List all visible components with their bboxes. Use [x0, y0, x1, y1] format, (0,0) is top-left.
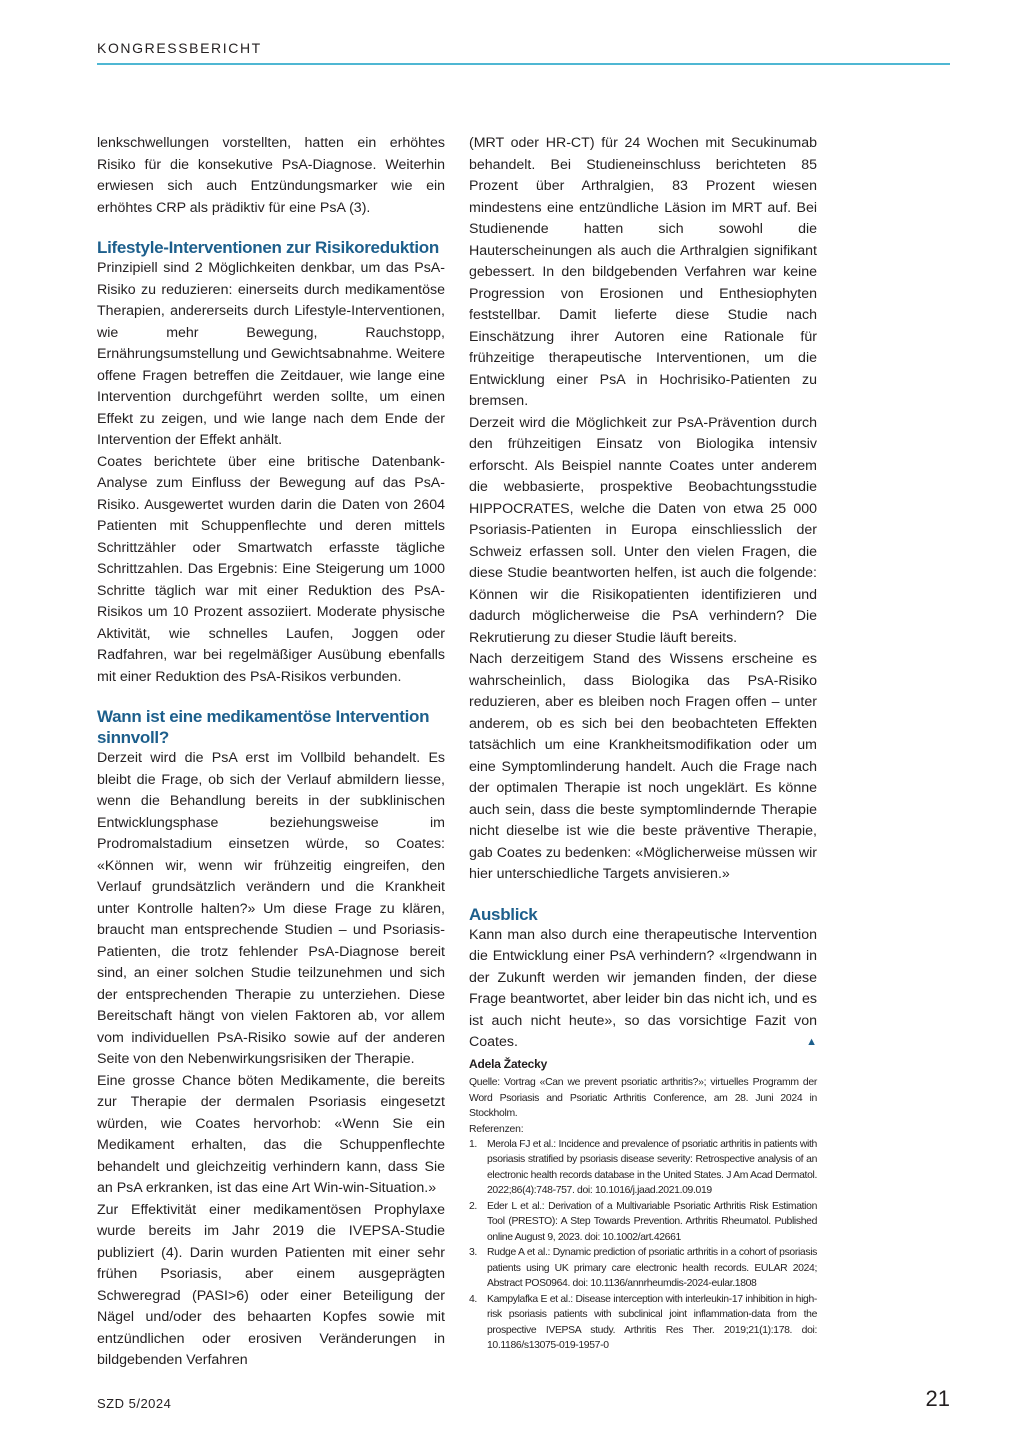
- page-number: 21: [925, 1386, 950, 1411]
- paragraph: Derzeit wird die Möglichkeit zur PsA-Prävention durch den frühzeitigen Einsatz von Biologika intensiv erforscht. Als Beispiel nannte Coates unter anderem die webbasierte, prospektive Beobachtungsstudie HIPPOCRATES, welche die Daten von etwa 25 000 Psoriasis-Patienten in Europa einschliesslich der Schweiz erfassen soll. Unter den vielen Fragen, die diese Studie beantworten helfen, ist auch die folgende: Können wir die Risikopatienten identifizieren und dadurch möglicherweise die PsA verhindern? Die Rekrutierung zu dieser Studie läuft bereits.: [469, 414, 817, 646]
- references-list: [469, 1137, 817, 1354]
- paragraph: Eine grosse Chance böten Medikamente, die bereits zur Therapie der dermalen Psoriasis eingesetzt würden, wie Coates hervorhob: «Wenn Sie ein Medikament erhalten, das die Schuppenflechte behandelt und gleichzeitig verhindern kann, dass Sie an PsA erkranken, ist das eine Art Win-win-Situation.»: [97, 1072, 445, 1196]
- paragraph: lenkschwellungen vorstellten, hatten ein erhöhtes Risiko für die konsekutive PsA-Diagnose. Weiterhin erwiesen sich auch Entzündungsmarker wie ein erhöhtes CRP als prädiktiv für eine PsA (3).: [97, 135, 445, 216]
- journal-issue: SZD 5/2024: [97, 1396, 172, 1411]
- paragraph: (MRT oder HR-CT) für 24 Wochen mit Secukinumab behandelt. Bei Studieneinschluss berichteten 85 Prozent über Arthralgien, 83 Prozent wiesen mindestens eine entzündliche Läsion im MRT auf. Bei Studienende hatten sich sowohl die Hauterscheinungen als auch die Arthralgien signifikant gebessert. In den bildgebenden Verfahren war keine Progression von Erosionen und Enthesiophyten feststellbar. Damit lieferte diese Studie nach Einschätzung ihrer Autoren eine Rationale für frühzeitige therapeutische Interventionen, um die Entwicklung einer PsA in Hochrisiko-Patienten zu bremsen.: [469, 135, 817, 409]
- reference-number: 2.: [469, 1200, 477, 1212]
- source-note: Quelle: Vortrag «Can we prevent psoriatic arthritis?»; virtuelles Programm der Word Psoriasis and Psoriatic Arthritis Conference, am 28. Juni 2024 in Stockholm.: [469, 1077, 817, 1119]
- right-column: [469, 133, 817, 1354]
- section-header: KONGRESSBERICHT: [97, 40, 262, 56]
- paragraph: Coates berichtete über eine britische Datenbank-Analyse zum Einfluss der Bewegung auf das PsA-Risiko. Ausgewertet wurden darin die Daten von 2604 Patienten mit Schuppenflechte und deren mittels Schrittzähler oder Smartwatch erfasste tägliche Schrittzahlen. Das Ergebnis: Eine Steigerung um 1000 Schritte täglich war mit einer Reduktion des PsA-Risikos um 10 Prozent assoziiert. Moderate physische Aktivität, wie schnelles Laufen, Joggen oder Radfahren, war bei regelmäßiger Ausübung ebenfalls mit einer Reduktion des PsA-Risikos verbunden.: [97, 453, 445, 685]
- reference-item: [469, 1292, 817, 1354]
- reference-text: Merola FJ et al.: Incidence and prevalence of psoriatic arthritis in patients with psoriasis stratified by psoriasis disease severity: Retrospective analysis of an electronic health records database in the United States. J Am Acad Dermatol. 2022;86(4):748-757. doi: 10.1016/j.jaad.2021.09.019: [487, 1138, 817, 1196]
- author: Adela Žatecky: [469, 1056, 548, 1071]
- paragraph: Prinzipiell sind 2 Möglichkeiten denkbar, um das PsA-Risiko zu reduzieren: einerseits durch medikamentöse Therapien, andererseits durch Lifestyle-Interventionen, wie mehr Bewegung, Rauchstopp, Ernährungsumstellung und Gewichtsabnahme. Weitere offene Fragen betreffen die Zeitdauer, wie lange eine Intervention durchgeführt werden sollte, um einen Effekt zu zeigen, und wie lange nach dem Ende der Intervention der Effekt anhält.: [97, 260, 445, 448]
- reference-text: Kampylafka E et al.: Disease interception with interleukin-17 inhibition in high-risk psoriasis patients with subclinical joint inflammation-data from the prospective IVEPSA study. Arthritis Res Ther. 2019;21(1):178. doi: 10.1186/s13075-019-1957-0: [487, 1293, 817, 1351]
- paragraph-text: Kann man also durch eine therapeutische Intervention die Entwicklung einer PsA verhindern? «Irgendwann in der Zukunft werden wir jemanden finden, der diese Frage beantwortet, aber leider bin das nicht ich, und es ist auch nicht heute», so das vorsichtige Fazit von Coates.: [469, 926, 817, 1050]
- reference-item: [469, 1137, 817, 1199]
- section-heading: Lifestyle-Interventionen zur Risikoreduktion: [97, 238, 439, 257]
- reference-number: 1.: [469, 1138, 477, 1150]
- end-triangle-icon: ▲: [806, 1036, 817, 1048]
- reference-number: 4.: [469, 1293, 477, 1305]
- reference-item: [469, 1199, 817, 1246]
- paragraph: Nach derzeitigem Stand des Wissens erscheine es wahrscheinlich, dass Biologika das PsA-Risiko reduzieren, aber es bleiben noch Fragen offen – unter anderem, ob es sich bei den beobachteten Effekten tatsächlich um eine Krankheitsmodifikation oder um eine Symptomlinderung handelt. Auch die Frage nach der optimalen Therapie ist noch ungeklärt. Es könne auch sein, dass die beste symptomlindernde Therapie nicht dieselbe ist wie die beste präventive Therapie, gab Coates zu bedenken: «Möglicherweise müssen wir hier unterschiedliche Targets anvisieren.»: [469, 651, 817, 882]
- left-column: [97, 133, 445, 1372]
- section-heading: Wann ist eine medikamentöse Intervention sinnvoll?: [97, 707, 430, 747]
- reference-text: Eder L et al.: Derivation of a Multivariable Psoriatic Arthritis Risk Estimation Tool (PRESTO): A Step Towards Prevention. Arthritis Rheumatol. Published online August 9, 2023. doi: 10.1002/art.42661: [487, 1200, 817, 1243]
- reference-item: [469, 1245, 817, 1292]
- section-heading: Ausblick: [469, 904, 538, 924]
- reference-text: Rudge A et al.: Dynamic prediction of psoriatic arthritis in a cohort of psoriasis patients using UK primary care electronic health records. EULAR 2024; Abstract POS0964. doi: 10.1136/annrheumdis-2024-eular.1808: [487, 1247, 817, 1289]
- header-rule: [97, 63, 950, 65]
- paragraph: [469, 925, 817, 1054]
- paragraph: Derzeit wird die PsA erst im Vollbild behandelt. Es bleibt die Frage, ob sich der Verlauf abmildern liesse, wenn die Behandlung bereits in der subklinischen Entwicklungsphase beziehungsweise im Prodromalstadium einsetzen würde, so Coates: «Können wir, wenn wir frühzeitig eingreifen, den Verlauf grundsätzlich verändern und die Krankheit unter Kontrolle halten?» Um diese Frage zu klären, braucht man entsprechende Studien – und Psoriasis-Patienten, die trotz fehlender PsA-Diagnose bereit sind, an einer solchen Studie teilzunehmen und sich der entsprechenden Therapie zu unterziehen. Diese Bereitschaft hängt von vielen Faktoren ab, vor allem vom individuellen PsA-Risiko sowie auf der anderen Seite von den Nebenwirkungsrisiken der Therapie.: [97, 750, 445, 1067]
- reference-number: 3.: [469, 1247, 477, 1258]
- paragraph: Zur Effektivität einer medikamentösen Prophylaxe wurde bereits im Jahr 2019 die IVEPSA-Studie publiziert (4). Darin wurden Patienten mit einer sehr frühen Psoriasis, aber einem ausgeprägten Schweregrad (PASI>6) oder einer Beteiligung der Nägel und/oder des behaarten Kopfes sowie mit entzündlichen oder erosiven Veränderungen in bildgebenden Verfahren: [97, 1201, 445, 1368]
- references-title: Referenzen:: [469, 1123, 524, 1135]
